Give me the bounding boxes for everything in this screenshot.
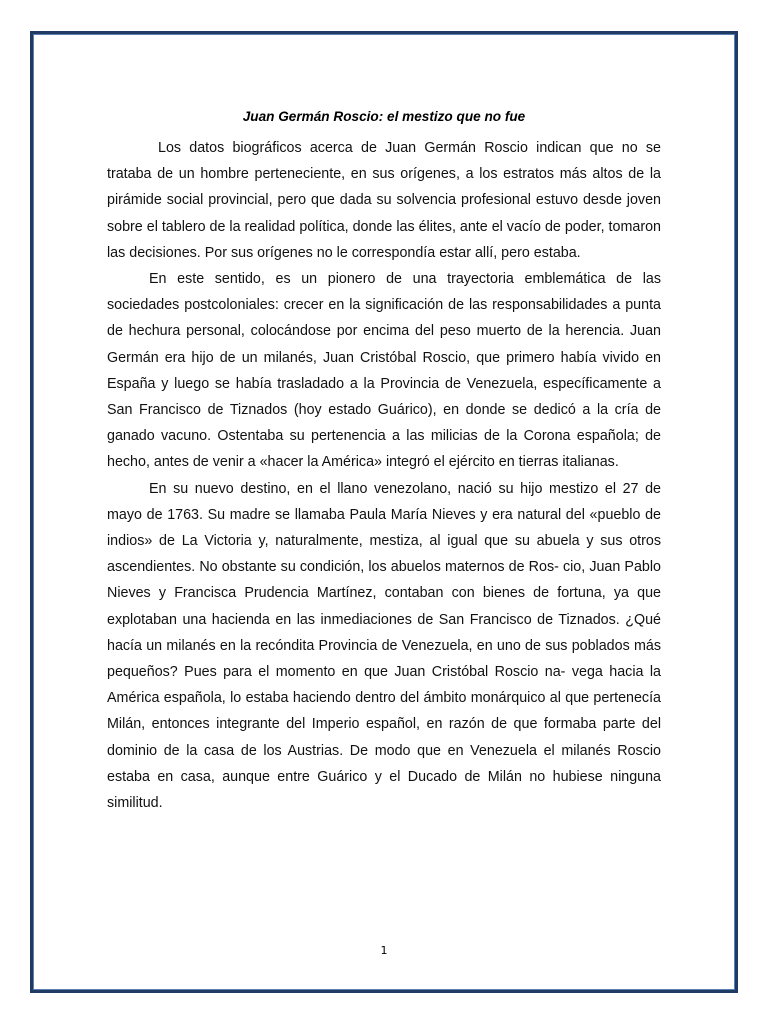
paragraph-2: En este sentido, es un pionero de una trayectoria emblemática de las sociedades postcoloniales: crecer en la significación de las responsabilidades a punta de hechura personal, colocándose por encima del peso muerto de la herencia. Juan Germán era hijo de un milanés, Juan Cristóbal Roscio, que primero había vivido en España y luego se había trasladado a la Provincia de Venezuela, específicamente a San Francisco de Tiznados (hoy estado Guárico), en donde se dedicó a la cría de ganado vacuno. Ostentaba su pertenencia a las milicias de la Corona española; de hecho, antes de venir a «hacer la América» integró el ejército en tierras italianas.: [107, 271, 661, 471]
paragraph-3: En su nuevo destino, en el llano venezolano, nació su hijo mestizo el 27 de mayo de 1763. Su madre se llamaba Paula María Nieves y era natural del «pueblo de indios» de La Victoria y, naturalmente, mestiza, al igual que su abuela y sus otros ascendientes. No obstante su condición, los abuelos maternos de Ros- cio, Juan Pablo Nieves y Francisca Prudencia Martínez, contaban con bienes de fortuna, ya que explotaban una hacienda en las inmediaciones de San Francisco de Tiznados. ¿Qué hacía un milanés en la recóndita Provincia de Venezuela, en uno de sus poblados más pequeños? Pues para el momento en que Juan Cristóbal Roscio na- vega hacia la América española, lo estaba haciendo dentro del ámbito monárquico al que pertenecía Milán, entonces integrante del Imperio español, en razón de que formaba parte del dominio de la casa de los Austrias. De modo que en Venezuela el milanés Roscio estaba en casa, aunque entre Guárico y el Ducado de Milán no hubiese ninguna similitud.: [107, 480, 661, 812]
document-title: Juan Germán Roscio: el mestizo que no fue: [242, 109, 526, 124]
page-number: 1: [380, 944, 388, 957]
document-body: [107, 135, 661, 816]
paragraph-1: Los datos biográficos acerca de Juan Germán Roscio indican que no se trataba de un hombre perteneciente, en sus orígenes, a los estratos más altos de la pirámide social provincial, pero que dada su solvencia profesional estuvo desde joven sobre el tablero de la realidad política, donde las élites, ante el vacío de poder, tomaron las decisiones. Por sus orígenes no le correspondía estar allí, pero estaba.: [107, 140, 661, 261]
